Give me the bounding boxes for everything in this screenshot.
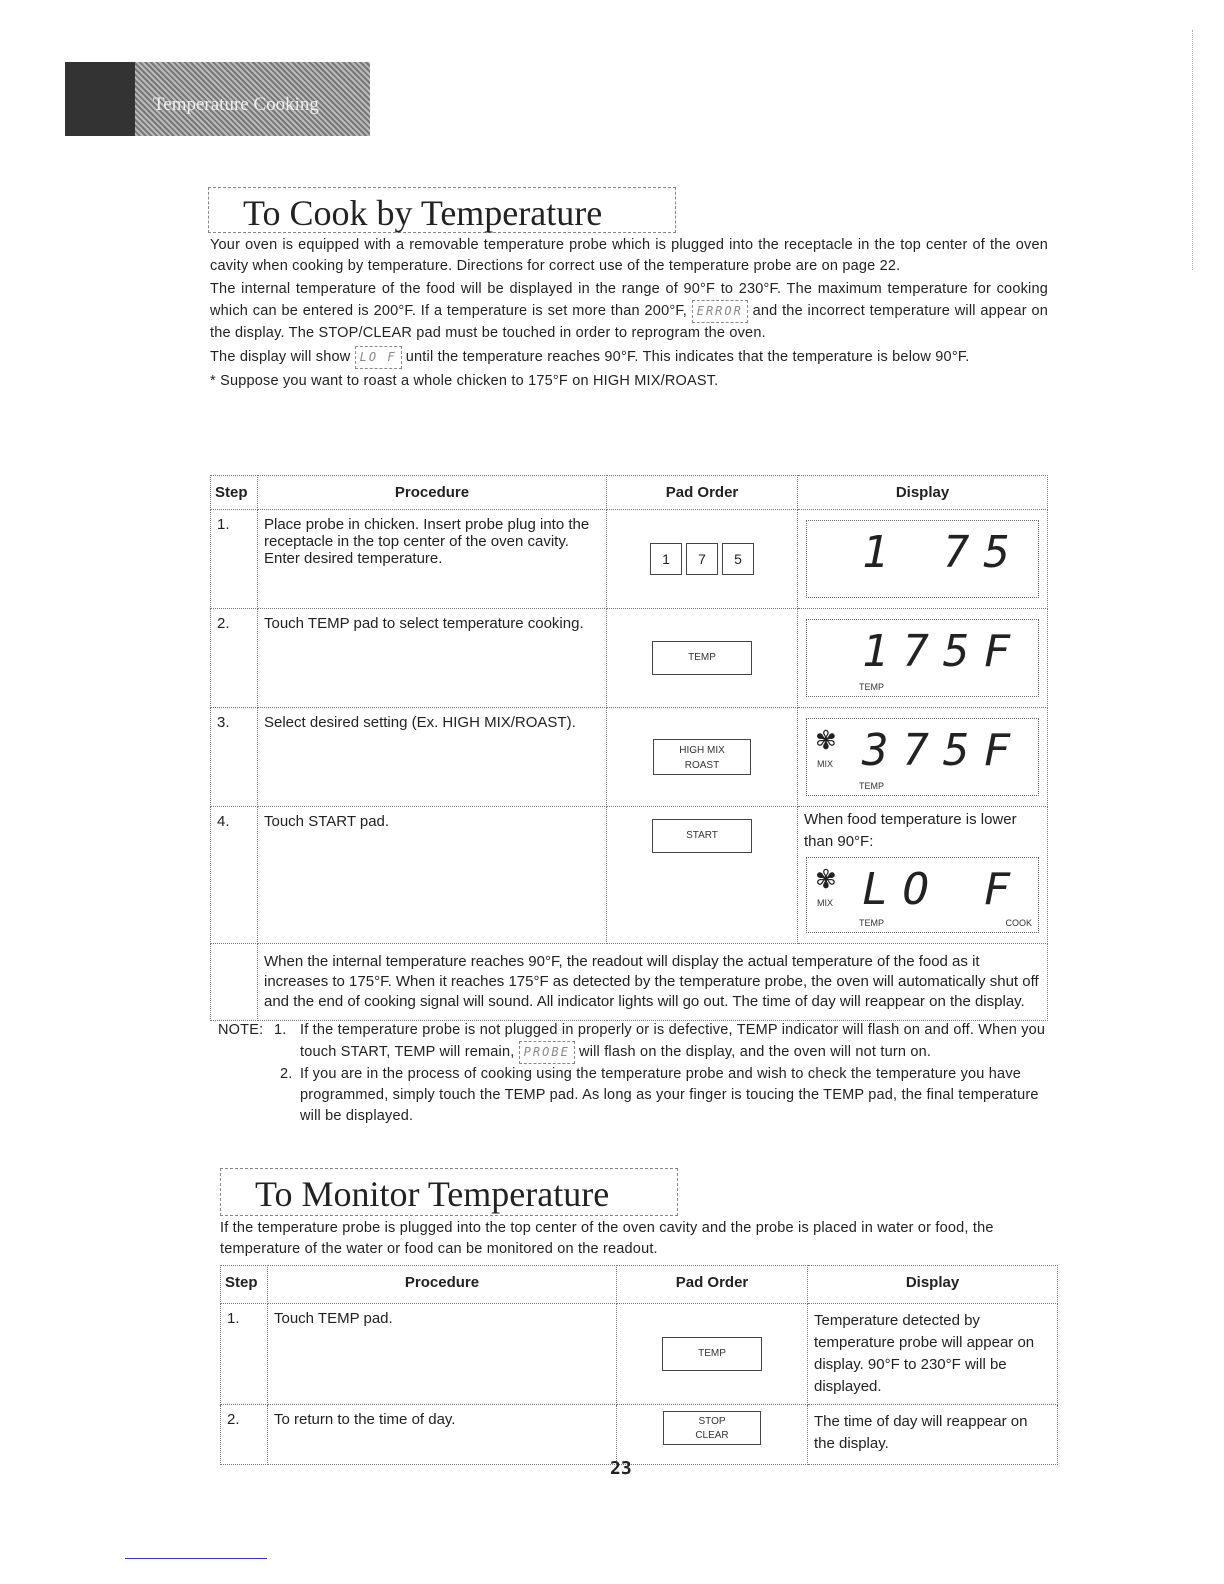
step-number: 2. bbox=[211, 609, 258, 708]
procedure-text: Touch START pad. bbox=[258, 807, 607, 944]
section-title-monitor: To Monitor Temperature bbox=[220, 1168, 678, 1216]
divider bbox=[125, 1558, 267, 1559]
step-number: 1. bbox=[221, 1304, 268, 1405]
intro-paragraph: Your oven is equipped with a removable temperature probe which is plugged into the receptacle in the top center of the oven cavity when cooking by temperature. Directions for correct use of the temperature probe are on page 22. bbox=[210, 237, 1048, 274]
display-text: The time of day will reappear on the display. bbox=[808, 1405, 1058, 1465]
key-7: 7 bbox=[686, 543, 718, 575]
step-number: 1. bbox=[211, 510, 258, 609]
lcd-display: ✾ MIX LO F TEMP COOK bbox=[806, 857, 1039, 933]
intro-text bbox=[210, 235, 1048, 392]
range-paragraph: The internal temperature of the food will be displayed in the range of 90°F to 230°F. The maximum temperature for cooking which can be entered is 200°F. If a temperature is set more than 200°F, ERROR and the incorrect temperature will appear on the display. The STOP/CLEAR pad must be touched in order to reprogram the oven. bbox=[210, 281, 1048, 341]
monitor-steps-table bbox=[220, 1265, 1058, 1465]
step-number: 2. bbox=[221, 1405, 268, 1465]
col-pad-order: Pad Order bbox=[617, 1266, 808, 1304]
table-row bbox=[211, 708, 1048, 807]
error-lcd: ERROR bbox=[692, 300, 748, 323]
key-5: 5 bbox=[722, 543, 754, 575]
section-banner bbox=[65, 62, 370, 136]
low-paragraph: The display will show LO F until the temperature reaches 90°F. This indicates that the temperature is below 90°F. bbox=[210, 346, 1048, 369]
probe-lcd: PROBE bbox=[519, 1041, 575, 1064]
section-title-cook: To Cook by Temperature bbox=[208, 187, 676, 233]
temp-pad: TEMP bbox=[652, 641, 752, 675]
step-number: 3. bbox=[211, 708, 258, 807]
col-display: Display bbox=[798, 476, 1048, 510]
col-step: Step bbox=[221, 1266, 268, 1304]
col-step: Step bbox=[211, 476, 258, 510]
notes: NOTE: 1. If the temperature probe is not plugged in properly or is defective, TEMP indicator will flash on and off. When you touch START, TEMP will remain, PROBE will flash on the display, and the oven will not turn on. 2. If you are in the process of cooking using the temperature probe and wish to check the temperature you have programmed, simply touch the TEMP pad. As long as your finger is toucing the TEMP pad, the final temperature will be displayed. bbox=[218, 1022, 1046, 1124]
example-text: * Suppose you want to roast a whole chicken to 175°F on HIGH MIX/ROAST. bbox=[210, 373, 719, 389]
lcd-display: 1 75 bbox=[806, 520, 1039, 598]
step-number: 4. bbox=[211, 807, 258, 944]
col-pad-order: Pad Order bbox=[607, 476, 798, 510]
fan-icon: ✾ bbox=[815, 864, 837, 894]
fan-icon: ✾ bbox=[815, 725, 837, 755]
table-row bbox=[211, 944, 1048, 1021]
table-row bbox=[211, 807, 1048, 944]
col-procedure: Procedure bbox=[268, 1266, 617, 1304]
stop-clear-pad: STOP CLEAR bbox=[663, 1411, 761, 1445]
scan-edge bbox=[1192, 30, 1193, 270]
footer-text: When the internal temperature reaches 90°F, the readout will display the actual temperature of the food as it increases to 175°F. When it reaches 175°F as detected by the temperature probe, the oven will automatically shut off and the end of cooking signal will sound. All indicator lights will go out. The time of day will reappear on the display. bbox=[258, 944, 1048, 1021]
monitor-intro: If the temperature probe is plugged into the top center of the oven cavity and the probe is placed in water or food, the temperature of the water or food can be monitored on the readout. bbox=[220, 1220, 994, 1257]
lo-lcd: LO F bbox=[355, 346, 402, 369]
start-pad: START bbox=[652, 819, 752, 853]
procedure-text: Select desired setting (Ex. HIGH MIX/ROAST). bbox=[258, 708, 607, 807]
col-procedure: Procedure bbox=[258, 476, 607, 510]
lcd-display: ✾ MIX 375F TEMP bbox=[806, 718, 1039, 796]
display-text: Temperature detected by temperature probe will appear on display. 90°F to 230°F will be displayed. bbox=[808, 1304, 1058, 1405]
high-mix-roast-pad: HIGH MIX ROAST bbox=[653, 739, 751, 775]
banner-label: Temperature Cooking bbox=[153, 94, 319, 115]
table-row bbox=[211, 510, 1048, 609]
table-row bbox=[221, 1405, 1058, 1465]
page-number: 23 bbox=[610, 1458, 632, 1479]
procedure-text: To return to the time of day. bbox=[268, 1405, 617, 1465]
lcd-display: 175F TEMP bbox=[806, 619, 1039, 697]
temp-pad: TEMP bbox=[662, 1337, 762, 1371]
table-row bbox=[221, 1304, 1058, 1405]
key-1: 1 bbox=[650, 543, 682, 575]
procedure-text: Touch TEMP pad to select temperature cooking. bbox=[258, 609, 607, 708]
table-row bbox=[211, 609, 1048, 708]
cook-steps-table bbox=[210, 475, 1048, 1021]
procedure-text: Touch TEMP pad. bbox=[268, 1304, 617, 1405]
display-note: When food temperature is lower than 90°F: bbox=[804, 811, 1017, 850]
procedure-text: Place probe in chicken. Insert probe plug into the receptacle in the top center of the oven cavity. Enter desired temperature. bbox=[258, 510, 607, 609]
col-display: Display bbox=[808, 1266, 1058, 1304]
